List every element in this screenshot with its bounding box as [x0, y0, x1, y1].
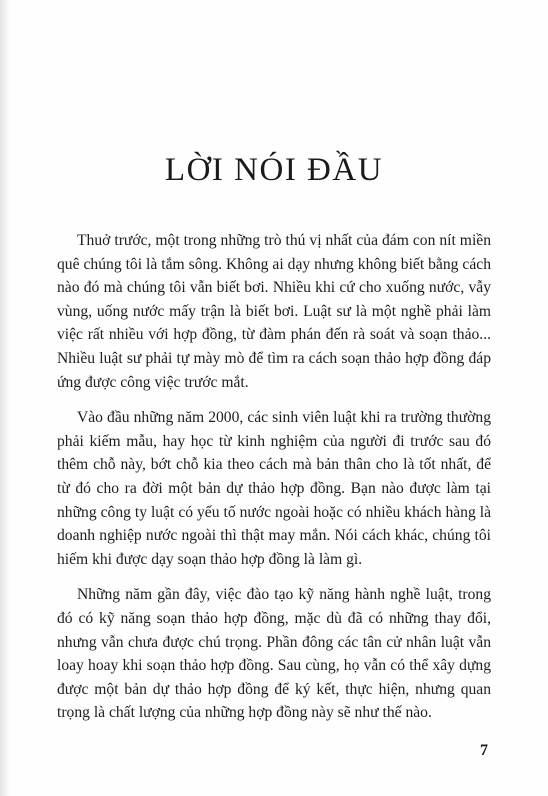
page-number: 7: [480, 742, 488, 759]
chapter-title: LỜI NÓI ĐẦU: [164, 152, 384, 188]
paragraph-3: Những năm gần đây, việc đào tạo kỹ năng hành nghề luật, trong đó có kỹ năng soạn thảo hợp đồng, mặc dù đã có những thay đổi, nhưng vẫn chưa được chú trọng. Phần đông các tân cử nhân luật vẫn loay hoay khi soạn thảo hợp đồng. Sau cùng, họ vẫn có thể xây dựng được một bản dự thảo hợp đồng để ký kết, thực hiện, nhưng quan trọng là chất lượng của những hợp đồng này sẽ như thế nào.: [57, 586, 491, 722]
body-text: [57, 229, 491, 737]
page-spine-shadow: [0, 0, 10, 796]
paragraph-1: Thuở trước, một trong những trò thú vị nhất của đám con nít miền quê chúng tôi là tắm sông. Không ai dạy nhưng không biết bằng cách nào đó mà chúng tôi vẫn biết bơi. Nhiều khi cứ cho xuống nước, vẫy vùng, uống nước mấy trận là biết bơi. Luật sư là một nghề phải làm việc rất nhiều với hợp đồng, từ đàm phán đến rà soát và soạn thảo... Nhiều luật sư phải tự mày mò để tìm ra cách soạn thảo hợp đồng đáp ứng được công việc trước mắt.: [57, 232, 491, 391]
paragraph-2: Vào đầu những năm 2000, các sinh viên luật khi ra trường thường phải kiếm mẫu, hay học từ kinh nghiệm của người đi trước sau đó thêm chỗ này, bớt chỗ kia theo cách mà bản thân cho là tốt nhất, để từ đó cho ra đời một bản dự thảo hợp đồng. Bạn nào được làm tại những công ty luật có yếu tố nước ngoài hoặc có nhiều khách hàng là doanh nghiệp nước ngoài thì thật may mắn. Nói cách khác, chúng tôi hiếm khi được dạy soạn thảo hợp đồng là làm gì.: [57, 409, 491, 568]
